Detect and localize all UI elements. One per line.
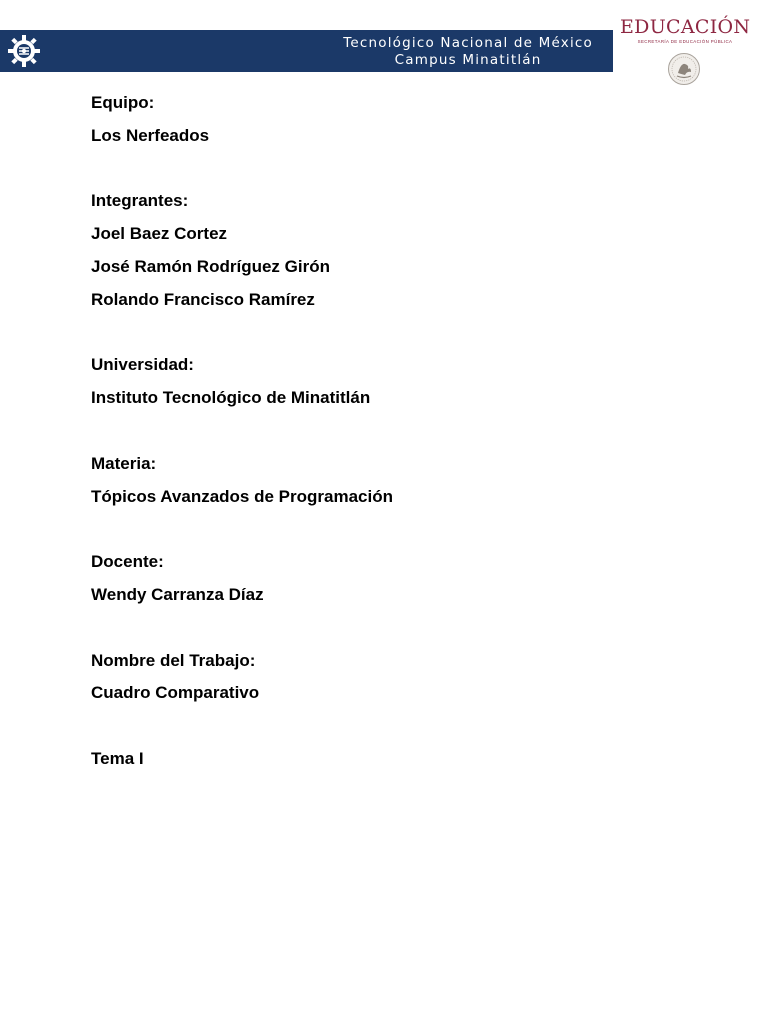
teacher-name: Wendy Carranza Díaz	[91, 584, 264, 604]
subject-name: Tópicos Avanzados de Programación	[91, 486, 393, 506]
member-name: Rolando Francisco Ramírez	[91, 289, 315, 309]
members-label: Integrantes:	[91, 191, 189, 211]
university-name: Instituto Tecnológico de Minatitlán	[91, 388, 371, 408]
university-label: Universidad:	[91, 355, 194, 375]
sep-title: EDUCACIÓN	[620, 16, 751, 38]
work-name: Cuadro Comparativo	[91, 683, 260, 703]
teacher-label: Docente:	[91, 552, 164, 572]
work-label: Nombre del Trabajo:	[91, 650, 256, 670]
sep-logo-block	[620, 16, 750, 88]
institution-line-1: Tecnológico Nacional de México	[343, 35, 593, 51]
mexico-coat-of-arms-icon	[667, 52, 701, 86]
team-name: Los Nerfeados	[91, 125, 210, 145]
team-label: Equipo:	[91, 93, 155, 112]
sep-subtitle: SECRETARÍA DE EDUCACIÓN PÚBLICA	[637, 39, 733, 44]
subject-label: Materia:	[91, 453, 157, 473]
cover-page-content	[91, 92, 731, 781]
tecnm-gear-logo-icon	[6, 32, 42, 70]
header-banner	[0, 30, 613, 72]
topic: Tema I	[91, 748, 144, 768]
member-name: José Ramón Rodríguez Girón	[91, 256, 330, 276]
institution-line-2: Campus Minatitlán	[394, 52, 542, 68]
member-name: Joel Baez Cortez	[91, 224, 228, 244]
institution-name	[343, 35, 593, 69]
